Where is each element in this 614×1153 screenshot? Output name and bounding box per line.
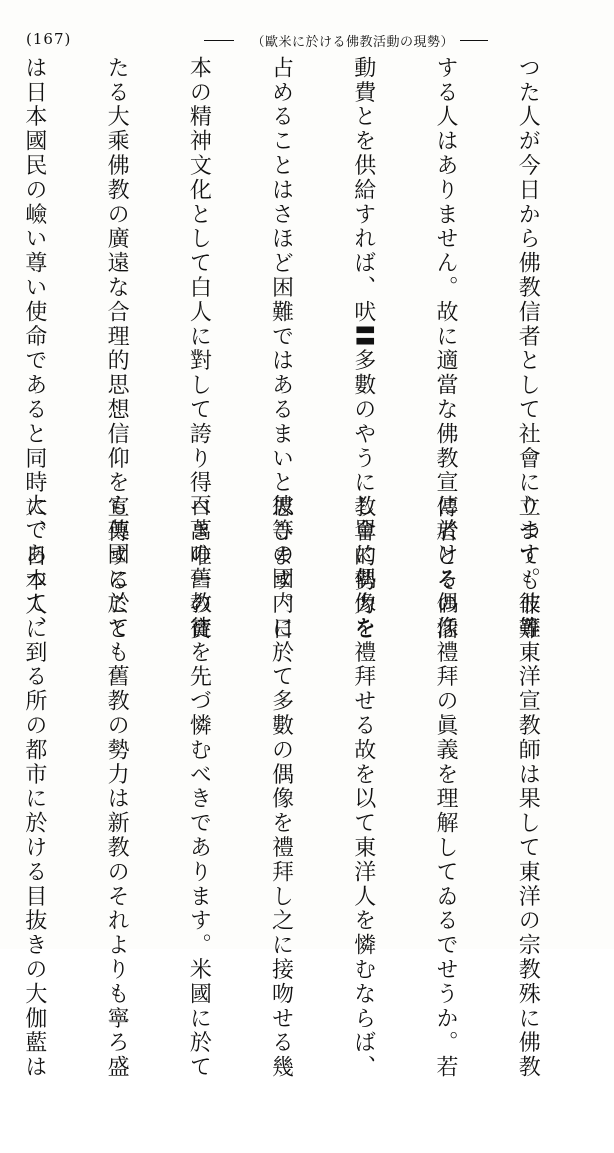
text-line: は日本國民の嶮い尊い使命であると同時に、日本人に [21,56,47,642]
header-rule-right [460,40,488,41]
lower-text-block [21,494,596,1080]
running-header: （歐米に於ける佛教活動の現勢） [251,35,454,50]
text-line: 彼等の國内に於て多數の偶像を禮拜し之に接吻せる幾 [268,494,294,1080]
text-line: 動費とを供給すれば、吠〓多數のやうに教會的勢力を [350,56,376,642]
text-line: 占めることはさほど困難ではあるまいと思ひます。日 [268,56,294,642]
upper-text-block [21,56,596,642]
text-line: し單に偶像を禮拜せる故を以て東洋人を憐むならば、 [350,494,376,1080]
text-line: 大であつて、到る所の都市に於ける目抜きの大伽藍は [21,494,47,1080]
text-line: たる大乘佛教の廣遠な合理的思想信仰を宣傳すること [104,56,130,642]
text-line: つた人が今日から佛教信者として社會に立つても非難 [515,56,541,642]
text-line: する人はありません。故に適當な佛教宣傳者とその活 [432,56,458,642]
header-rule-left [204,40,234,41]
text-line: 本の精神文化として白人に對して誇り得べき唯一の寶 [186,56,212,642]
text-line: も英國に於ても舊教の勢力は新教のそれよりも寧ろ盛 [104,494,130,1080]
text-line: ります。彼等東洋宣教師は果して東洋の宗教殊に佛教 [515,494,541,1080]
page-number: (167) [26,30,72,48]
text-line: 百萬の舊教徒を先づ憐むべきであります。米國に於て [186,494,212,1080]
text-line: に於ける偶像禮拜の眞義を理解してゐるでせうか。若 [432,494,458,1080]
